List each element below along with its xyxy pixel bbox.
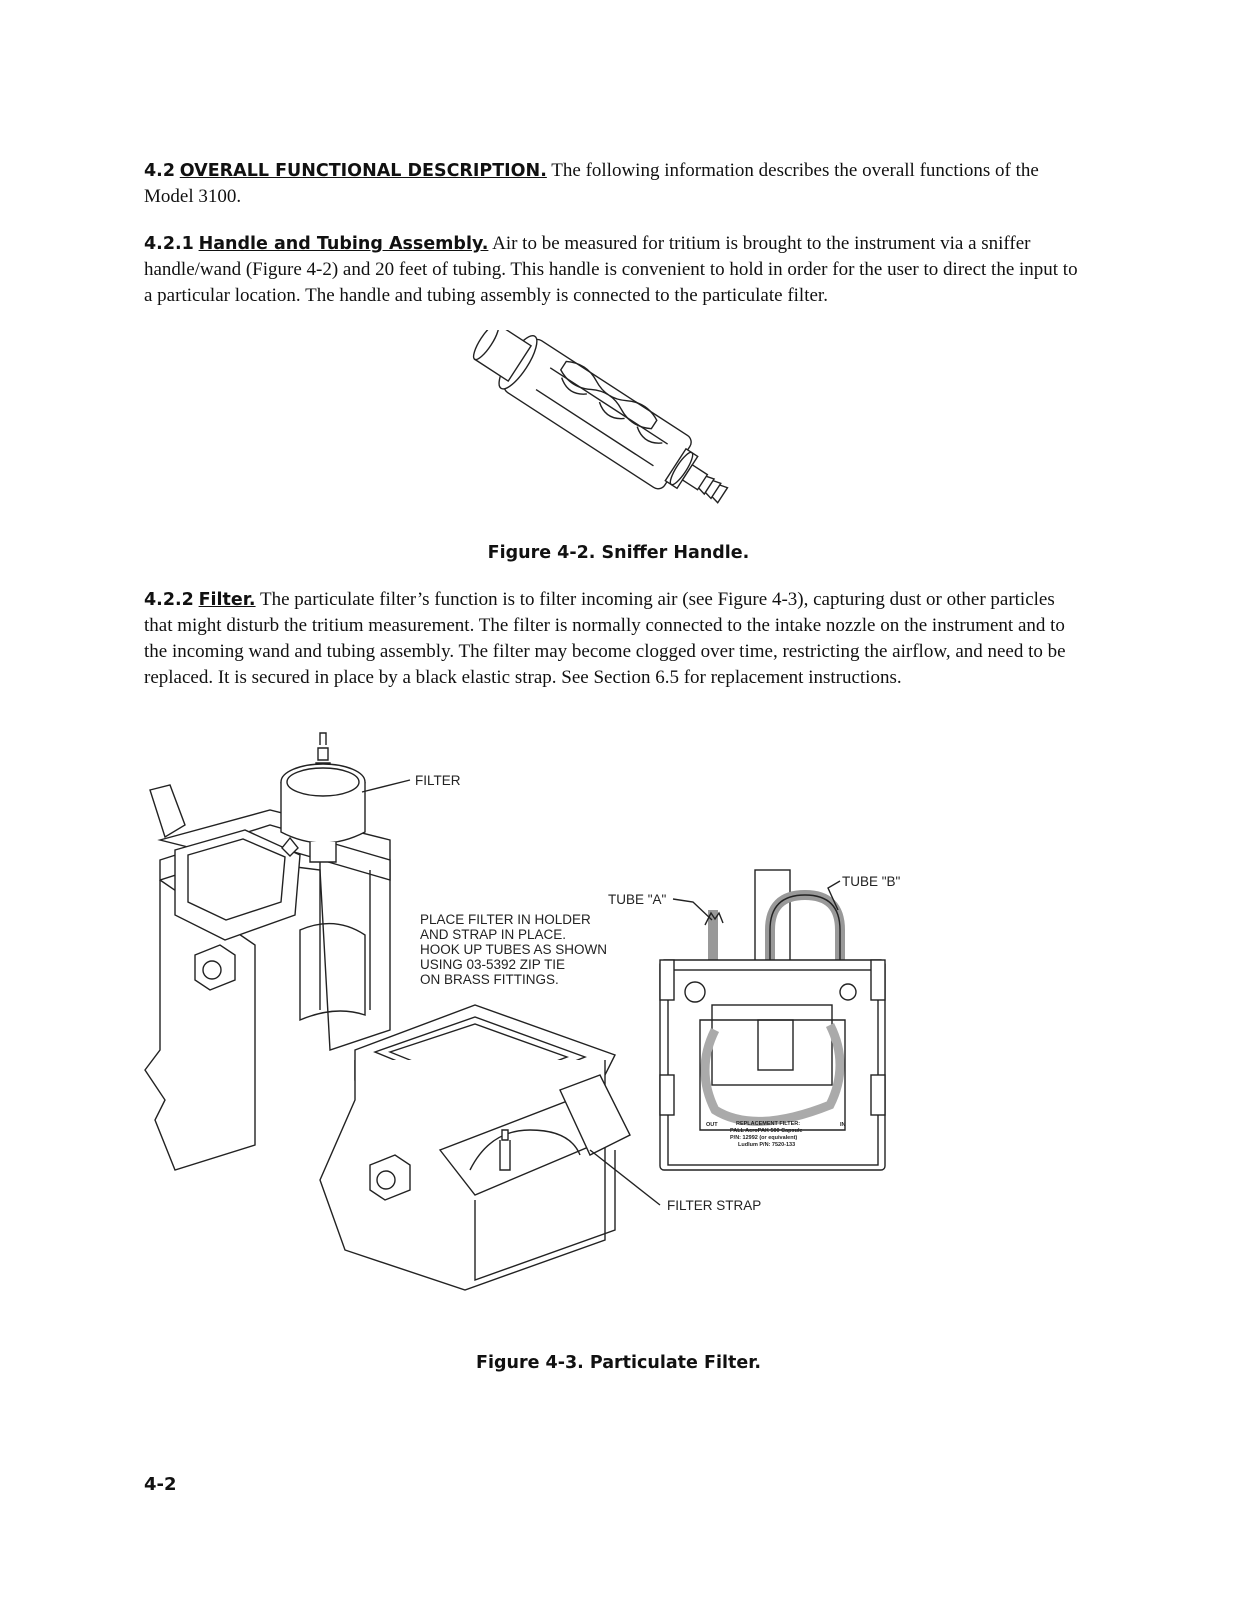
sniffer-handle-drawing <box>470 330 745 515</box>
particulate-filter-drawing <box>140 730 910 1330</box>
filter-strap-label: FILTER STRAP <box>667 1198 762 1213</box>
section-body: Air to be measured for tritium is brought to the instrument via a sniffer handle/wand (Figure 4-2) and 20 feet of tubing. This handle is convenient to hold in order for the user to direct the input to a particular location. The handle and tubing assembly is connected to the particulate filter. <box>144 233 1078 306</box>
page-number: 4-2 <box>144 1474 177 1495</box>
section-number: 4.2.1 <box>144 234 194 254</box>
section-title: Handle and Tubing Assembly. <box>198 234 489 254</box>
instrument-top-view <box>660 870 885 1170</box>
instruction-line: PLACE FILTER IN HOLDER <box>420 912 591 927</box>
plate-line: P/N: 12992 (or equivalent) <box>730 1135 798 1141</box>
instruction-line: USING 03-5392 ZIP TIE <box>420 957 566 972</box>
tube-b-label: TUBE "B" <box>842 874 901 889</box>
section-4-2-1 <box>144 231 1084 309</box>
section-body: The particulate filter’s function is to filter incoming air (see Figure 4-3), capturing dust or other particles that might disturb the tritium measurement. The filter is normally connected to the intake nozzle on the instrument and to the incoming wand and tubing assembly. The filter may become clogged over time, restricting the airflow, and need to be replaced. It is secured in place by a black elastic strap. See Section 6.5 for replacement instructions. <box>144 589 1066 688</box>
instruction-line: ON BRASS FITTINGS. <box>420 972 559 987</box>
figure-4-2-caption: Figure 4-2. Sniffer Handle. <box>487 543 750 563</box>
tube-a-label: TUBE "A" <box>608 892 667 907</box>
instruction-line: AND STRAP IN PLACE. <box>420 927 567 942</box>
section-4-2 <box>144 158 1084 210</box>
section-4-2-2 <box>144 587 1084 691</box>
instruction-line: HOOK UP TUBES AS SHOWN <box>420 942 608 957</box>
plate-line: Ludlum P/N: 7520-133 <box>738 1142 796 1148</box>
instrument-bottom <box>320 1005 630 1290</box>
section-title: OVERALL FUNCTIONAL DESCRIPTION. <box>179 161 547 181</box>
out-label: OUT <box>706 1122 718 1128</box>
section-title: Filter. <box>198 590 256 610</box>
filter-label: FILTER <box>415 773 461 788</box>
section-number: 4.2 <box>144 161 176 181</box>
plate-line: PALL AcroPAK 500 Capsule <box>730 1128 803 1134</box>
section-body: The following information describes the overall functions of the Model 3100. <box>144 160 1039 207</box>
section-number: 4.2.2 <box>144 590 194 610</box>
in-label: IN <box>840 1122 846 1128</box>
figure-4-3-caption: Figure 4-3. Particulate Filter. <box>476 1353 761 1373</box>
plate-line: REPLACEMENT FILTER: <box>736 1121 801 1127</box>
